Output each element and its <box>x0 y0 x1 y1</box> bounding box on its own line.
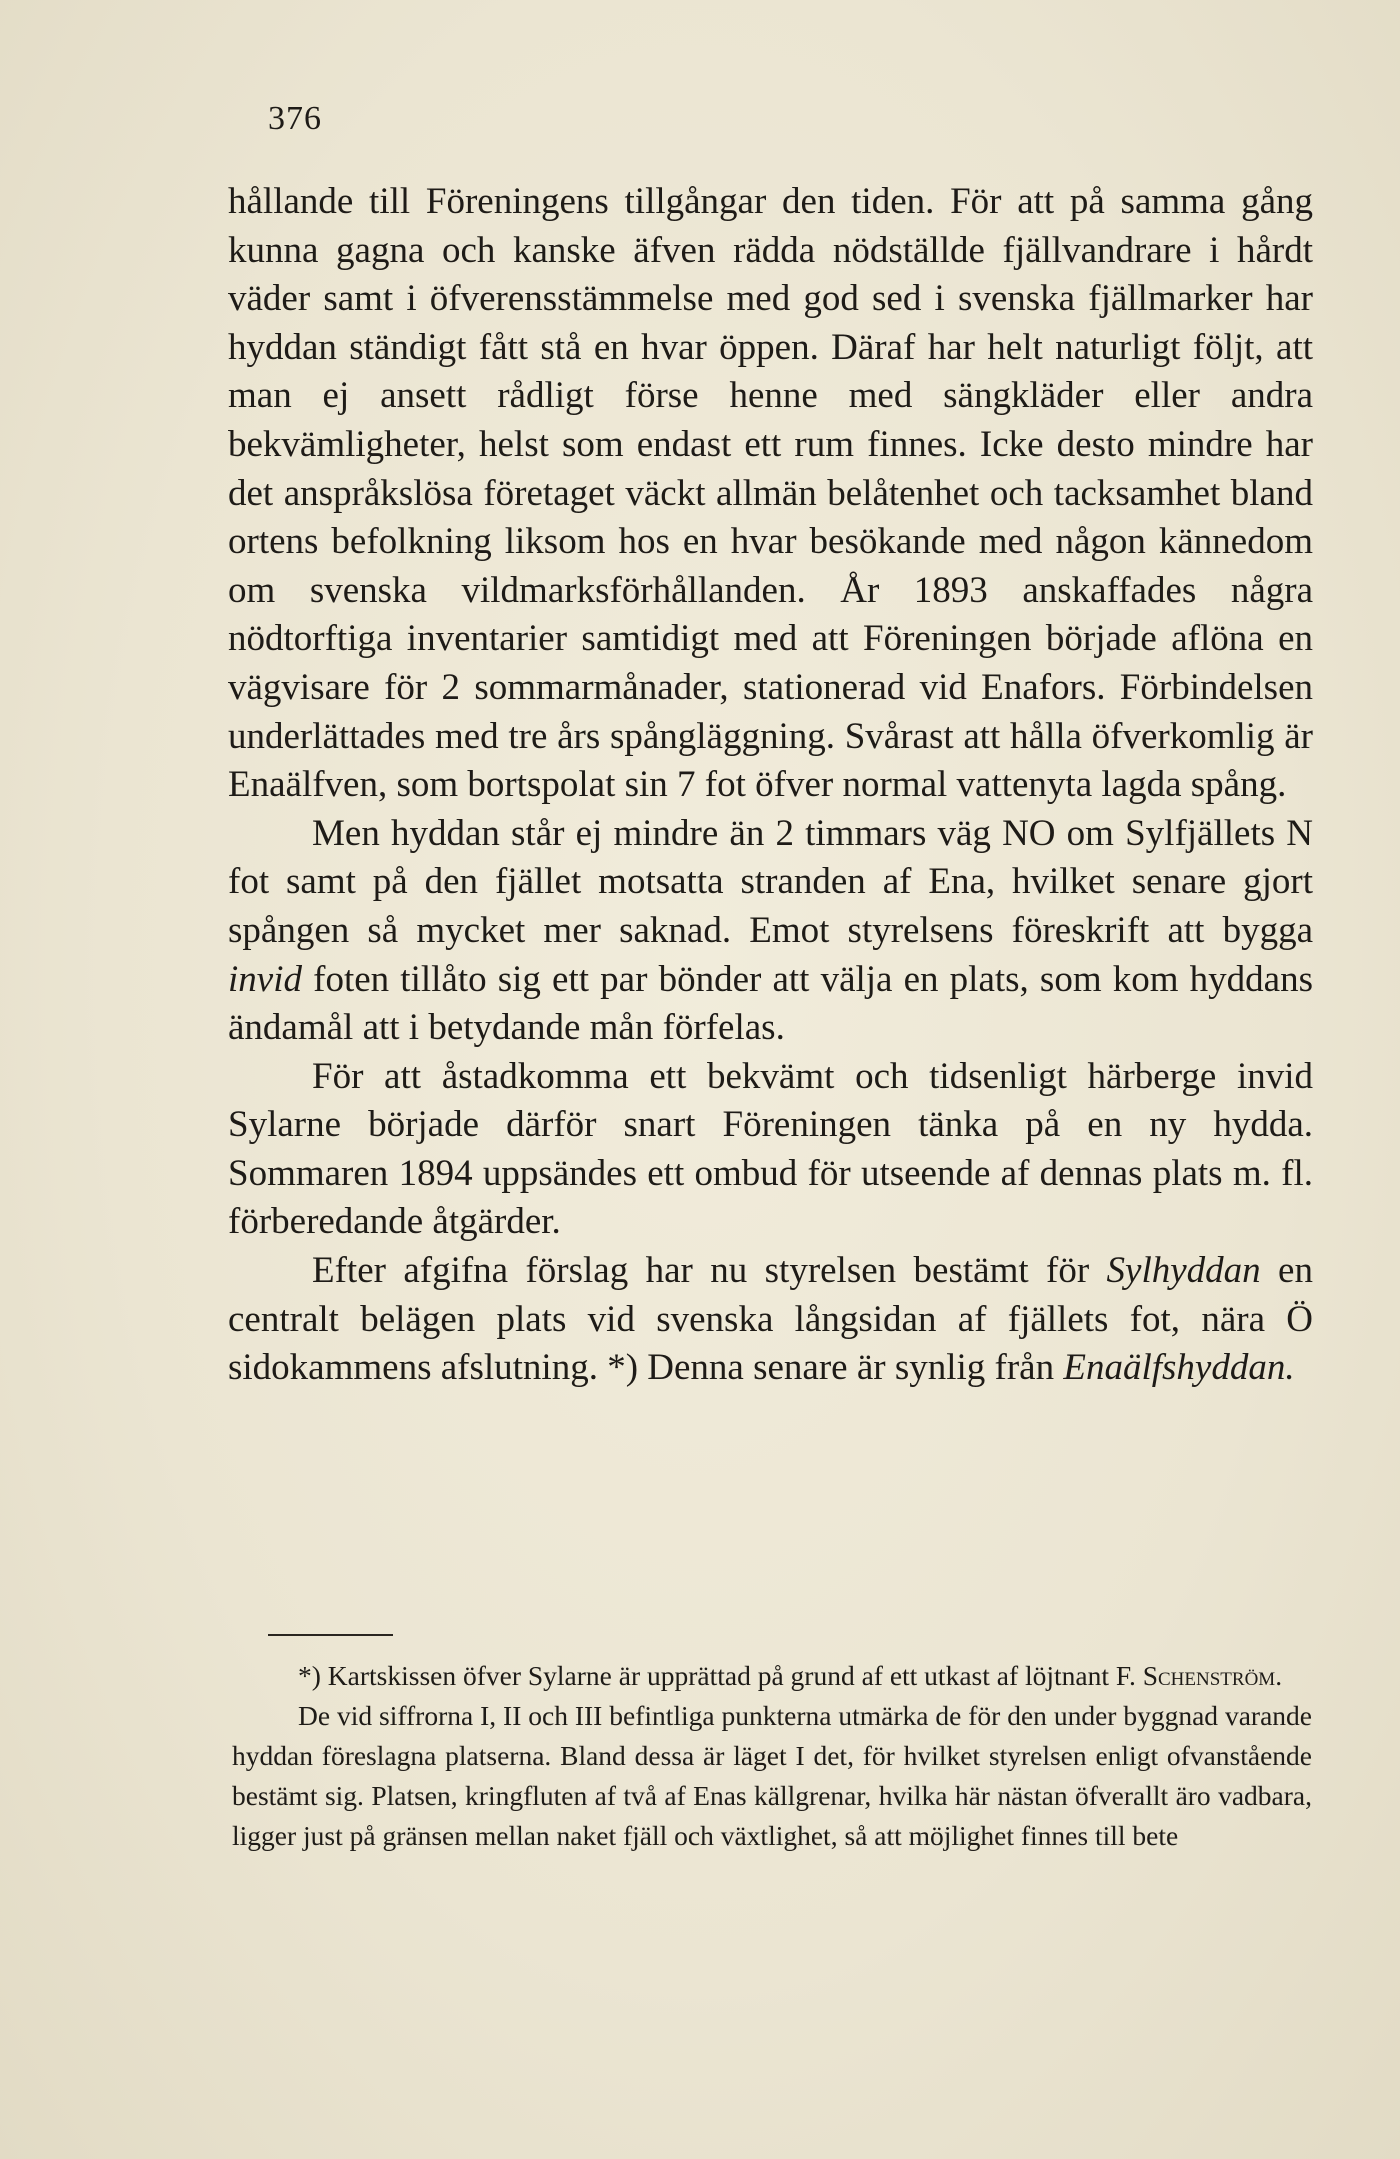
text-span: Efter afgifna förslag har nu styrelsen bestämt för <box>312 1250 1107 1292</box>
paragraph <box>228 810 1313 1053</box>
text-span: För att åstadkomma ett bekvämt och tidsenligt härberge invid Sylarne började därför snart Föreningen tänka på en ny hydda. Sommaren 1894 uppsändes ett ombud för utseende af dennas plats m. fl. förberedande åtgärder. <box>228 1055 1313 1243</box>
paragraph <box>228 1247 1313 1393</box>
main-text <box>228 178 1313 1393</box>
footnote-divider <box>268 1634 393 1636</box>
author-name: Schenström. <box>1142 1660 1283 1691</box>
text-span: foten tillåto sig ett par bönder att välja en plats, som kom hyddans ändamål att i betydande mån förfelas. <box>228 958 1313 1049</box>
paragraph <box>228 178 1313 810</box>
paragraph <box>228 1053 1313 1247</box>
footnote <box>232 1656 1312 1696</box>
text-span: *) Kartskissen öfver Sylarne är upprättad på grund af ett utkast af löjtnant F. <box>298 1660 1143 1691</box>
text-span: De vid siffrorna I, II och III befintliga punkterna utmärka de för den under byggnad varande hyddan föreslagna platserna. Bland dessa är läget I det, för hvilket styrelsen enligt ofvanstående bestämt sig. Platsen, kringfluten af två af Enas källgrenar, hvilka här nästan öfverallt äro vadbara, ligger just på gränsen mellan naket fjäll och växtlighet, så att möjlighet finnes till bete <box>232 1700 1312 1851</box>
text-span: Men hyddan står ej mindre än 2 timmars väg NO om Sylfjällets N fot samt på den fjället motsatta stranden af Ena, hvilket senare gjort spången så mycket mer saknad. Emot styrelsens föreskrift att bygga <box>228 812 1313 951</box>
italic-span: invid <box>228 958 302 1000</box>
footnote <box>232 1696 1312 1856</box>
page-number: 376 <box>268 100 322 137</box>
text-span: hållande till Föreningens tillgångar den tiden. För att på samma gång kunna gagna och kanske äfven rädda nödställde fjällvandrare i hårdt väder samt i öfverensstämmelse med god sed i svenska fjällmarker har hyddan ständigt fått stå en hvar öppen. Däraf har helt naturligt följt, att man ej ansett rådligt förse henne med sängkläder eller andra bekvämligheter, helst som endast ett rum finnes. Icke desto mindre har det anspråkslösa företaget väckt allmän belåtenhet och tacksamhet bland ortens befolkning liksom hos en hvar besökande med någon kännedom om svenska vildmarksförhållanden. År 1893 anskaffades några nödtorftiga inventarier samtidigt med att Föreningen började aflöna en vägvisare för 2 sommarmånader, stationerad vid Enafors. Förbindelsen underlättades med tre års spångläggning. Svårast att hålla öfverkomlig är Enaälfven, som bortspolat sin 7 fot öfver normal vattenyta lagda spång. <box>228 181 1313 806</box>
footnotes <box>232 1656 1312 1856</box>
text-span: en centralt belägen plats vid svenska långsidan af fjällets fot, nära Ö sidokammens afslutning. *) Denna senare är synlig från <box>228 1250 1313 1389</box>
italic-span: Enaälfshyddan. <box>1063 1347 1295 1389</box>
italic-span: Sylhyddan <box>1106 1250 1261 1292</box>
